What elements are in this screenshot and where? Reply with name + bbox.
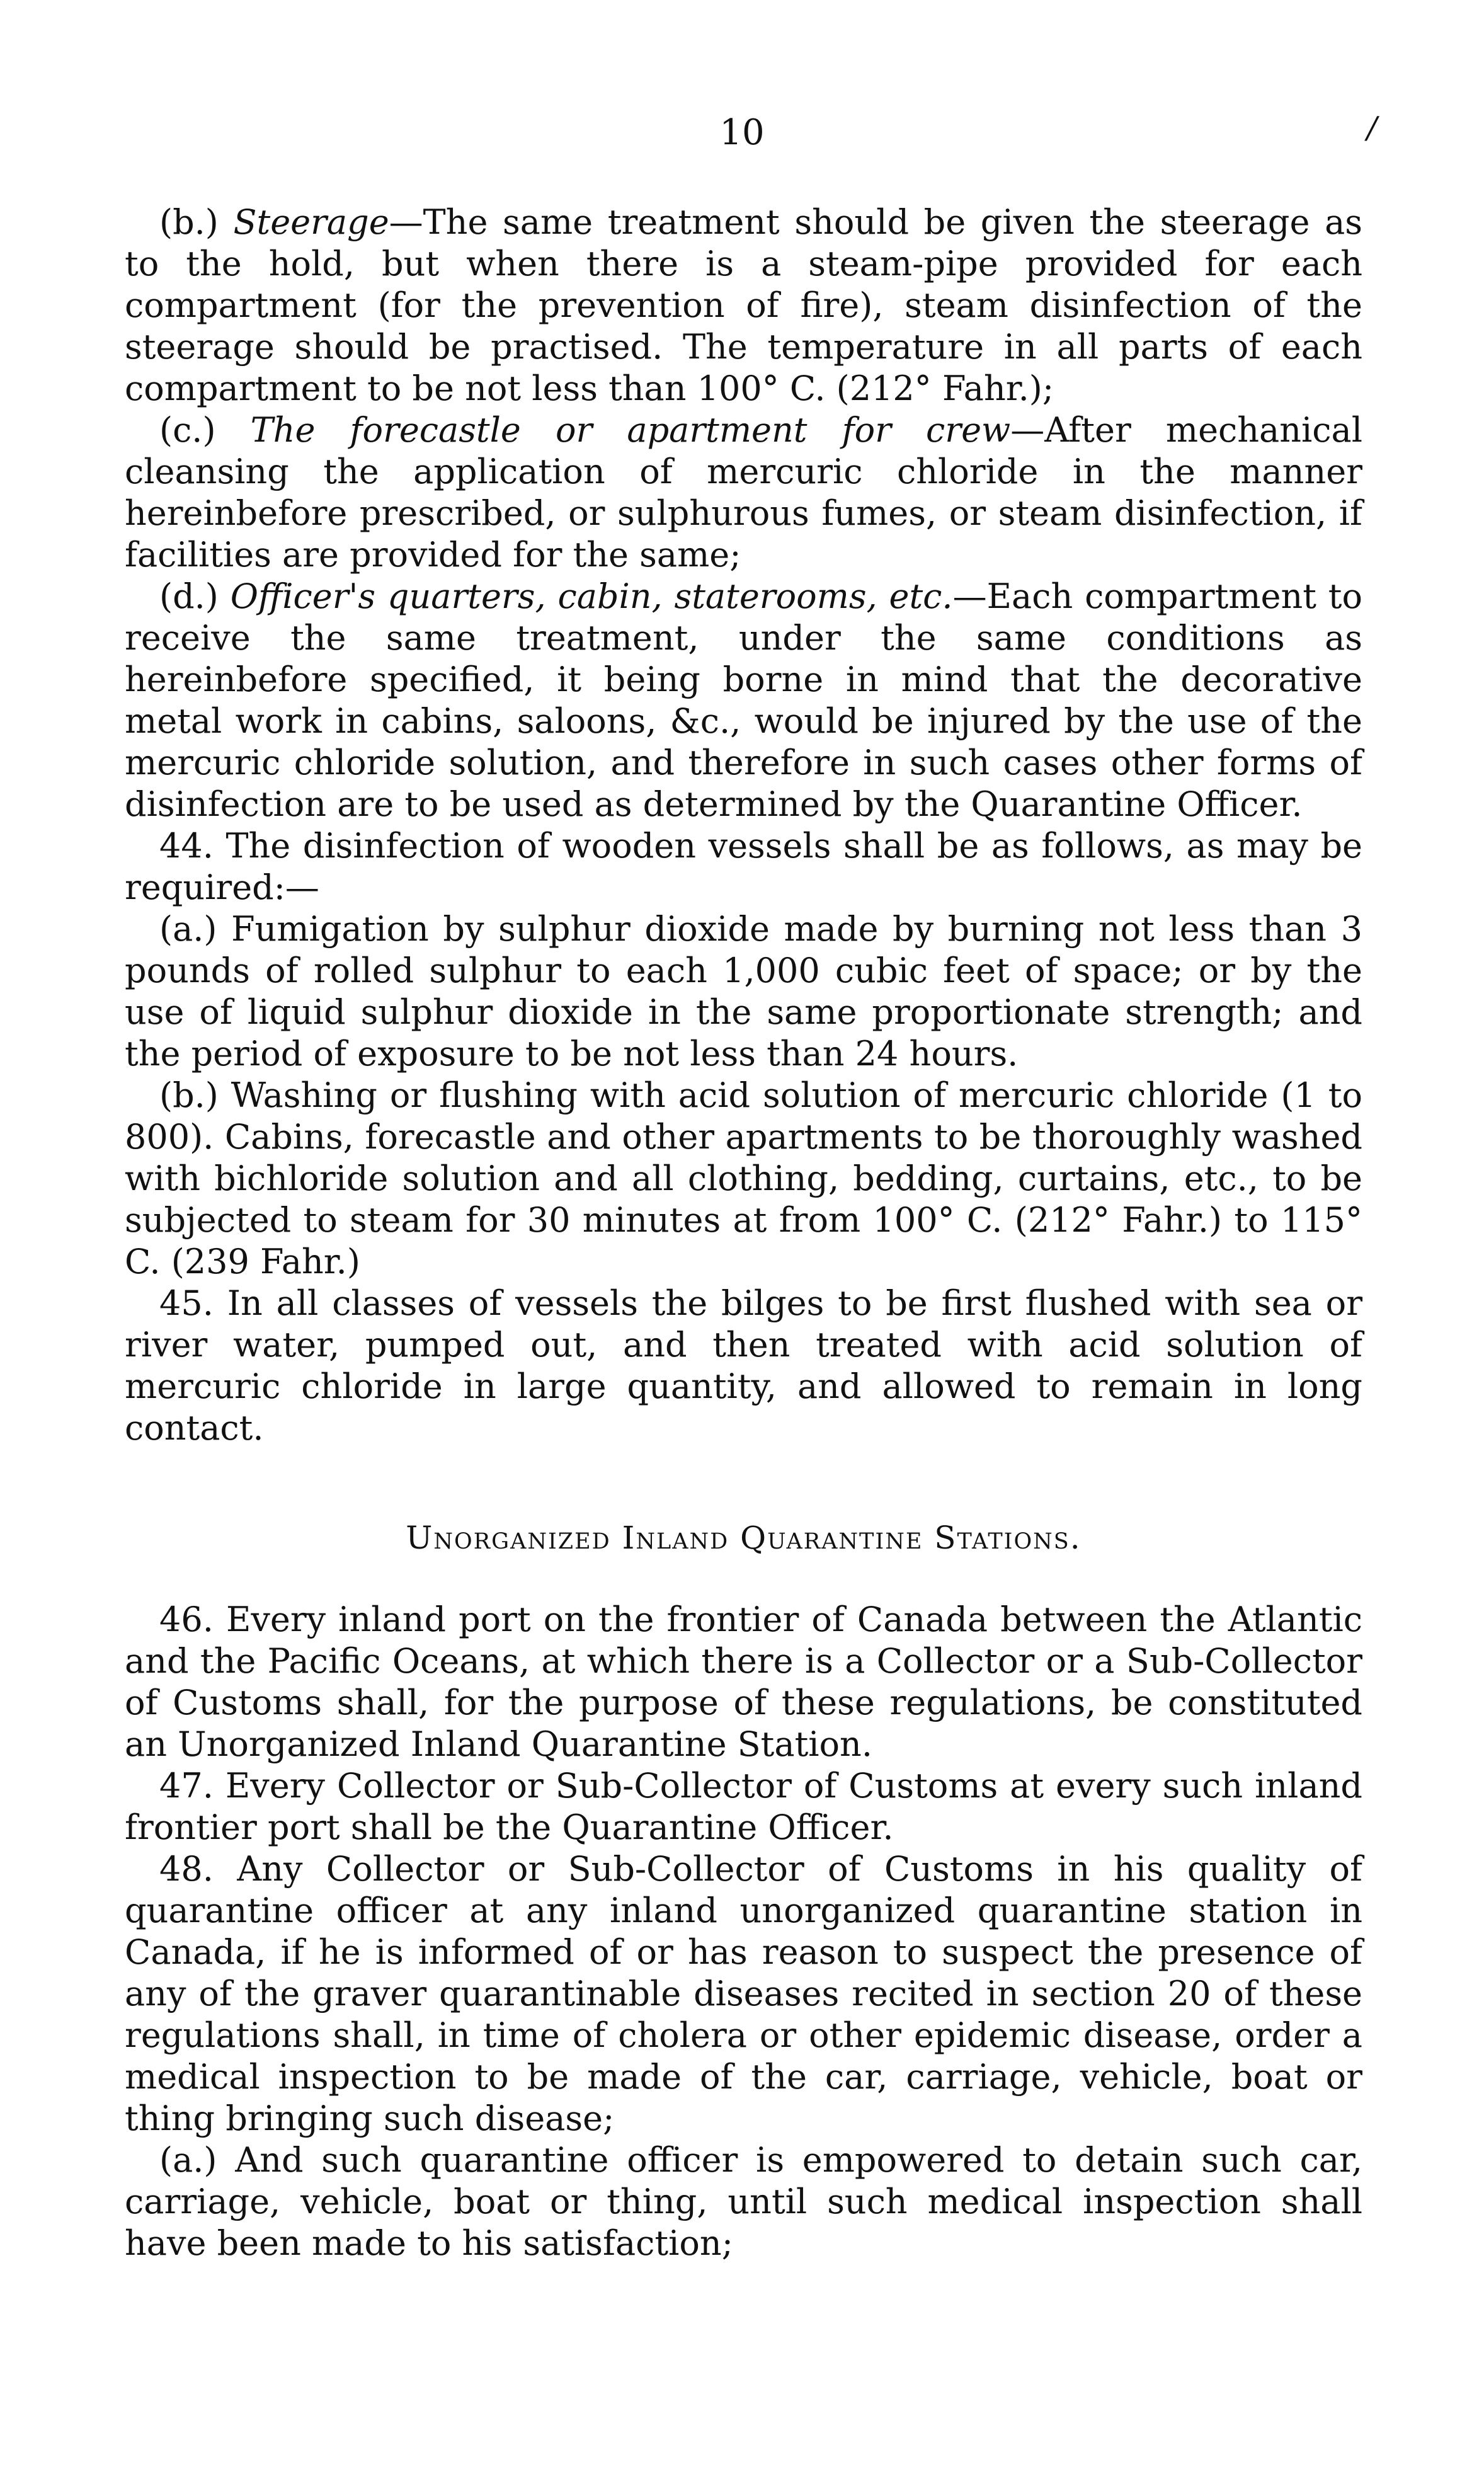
paragraph-48-a <box>125 2140 1362 2264</box>
paragraph-44-a <box>125 908 1362 1075</box>
paragraph-text: And such quarantine officer is empowered to detain such car, carriage, vehicle, boat or thing, until such medical inspection shall have been made to his satisfaction; <box>125 2140 1362 2263</box>
paragraph-46 <box>125 1599 1362 1765</box>
paragraph-text: In all classes of vessels the bilges to be first flushed with sea or river water, pumped out, and then treated with acid solution of mercuric chloride in large quantity, and allowed to remain in long contact. <box>125 1283 1363 1448</box>
paragraph-italic-title: The forecastle or apartment for crew <box>250 410 1011 450</box>
paragraph-label: 45. <box>159 1283 214 1323</box>
page-number: 10 <box>719 112 765 153</box>
section-heading: Unorganized Inland Quarantine Stations. <box>406 1520 1082 1556</box>
paragraph-label: 46. <box>159 1600 214 1639</box>
paragraph-label: (c.) <box>159 410 216 450</box>
paragraph-text: —After mechanical cleansing the application of mercuric chloride in the manner hereinbefore prescribed, or sulphurous fumes, or steam disinfection, if facilities are provided for the same; <box>125 410 1362 575</box>
paragraph-text: Any Collector or Sub-Collector of Customs in his quality of quarantine officer at any inland unorganized quarantine station in Canada, if he is informed of or has reason to suspect the presence of any of the graver quarantinable diseases recited in section 20 of these regulations shall, in time of cholera or other epidemic disease, order a medical inspection to be made of the car, carriage, vehicle, boat or thing bringing such disease; <box>125 1849 1362 2138</box>
paragraph-label: 47. <box>159 1766 214 1806</box>
corner-mark: / <box>1367 110 1378 146</box>
paragraph-text: —Each compartment to receive the same treatment, under the same conditions as hereinbefore specified, it being borne in mind that the decorative metal work in cabins, saloons, &c., would be injured by the use of the mercuric chloride solution, and therefore in such cases other forms of disinfection are to be used as determined by the Quarantine Officer. <box>125 576 1362 824</box>
paragraph-italic-title: Officer's quarters, cabin, staterooms, etc. <box>230 576 953 616</box>
paragraph-label: (b.) <box>159 1075 219 1115</box>
paragraph-c-forecastle <box>125 410 1362 576</box>
paragraph-text: Washing or flushing with acid solution of mercuric chloride (1 to 800). Cabins, forecastle and other apartments to be thoroughly washed with bichloride solution and all clothing, bedding, curtains, etc., to be subjected to steam for 30 minutes at from 100° C. (212° Fahr.) to 115° C. (239 Fahr.) <box>125 1075 1362 1281</box>
paragraph-label: (a.) <box>159 909 217 949</box>
paragraph-text: Every Collector or Sub-Collector of Customs at every such inland frontier port shall be the Quarantine Officer. <box>125 1766 1362 1847</box>
paragraph-text: Every inland port on the frontier of Canada between the Atlantic and the Pacific Oceans, at which there is a Collector or a Sub-Collector of Customs shall, for the purpose of these regulations, be constituted an Unorganized Inland Quarantine Station. <box>125 1600 1362 1764</box>
document-body <box>125 202 1362 2264</box>
paragraph-44-b <box>125 1075 1362 1283</box>
paragraph-label: (b.) <box>159 202 219 242</box>
paragraph-label: (a.) <box>159 2140 217 2180</box>
paragraph-45 <box>125 1283 1362 1449</box>
paragraph-text: —The same treatment should be given the steerage as to the hold, but when there is a steam-pipe provided for each compartment (for the prevention of fire), steam disinfection of the steerage should be practised. The temperature in all parts of each compartment to be not less than 100° C. (212° Fahr.); <box>125 202 1362 408</box>
paragraph-text: The disinfection of wooden vessels shall be as follows, as may be required:— <box>125 826 1363 907</box>
paragraph-47 <box>125 1765 1362 1848</box>
paragraph-48 <box>125 1848 1362 2140</box>
paragraph-text: Fumigation by sulphur dioxide made by burning not less than 3 pounds of rolled sulphur to each 1,000 cubic feet of space; or by the use of liquid sulphur dioxide in the same proportionate strength; and the period of exposure to be not less than 24 hours. <box>125 909 1363 1074</box>
paragraph-b-steerage <box>125 202 1362 410</box>
paragraph-44 <box>125 825 1362 908</box>
paragraph-d-officers-quarters <box>125 576 1362 825</box>
paragraph-italic-title: Steerage <box>233 202 389 242</box>
paragraph-label: (d.) <box>159 576 219 616</box>
paragraph-label: 44. <box>159 826 214 866</box>
paragraph-label: 48. <box>159 1849 214 1889</box>
